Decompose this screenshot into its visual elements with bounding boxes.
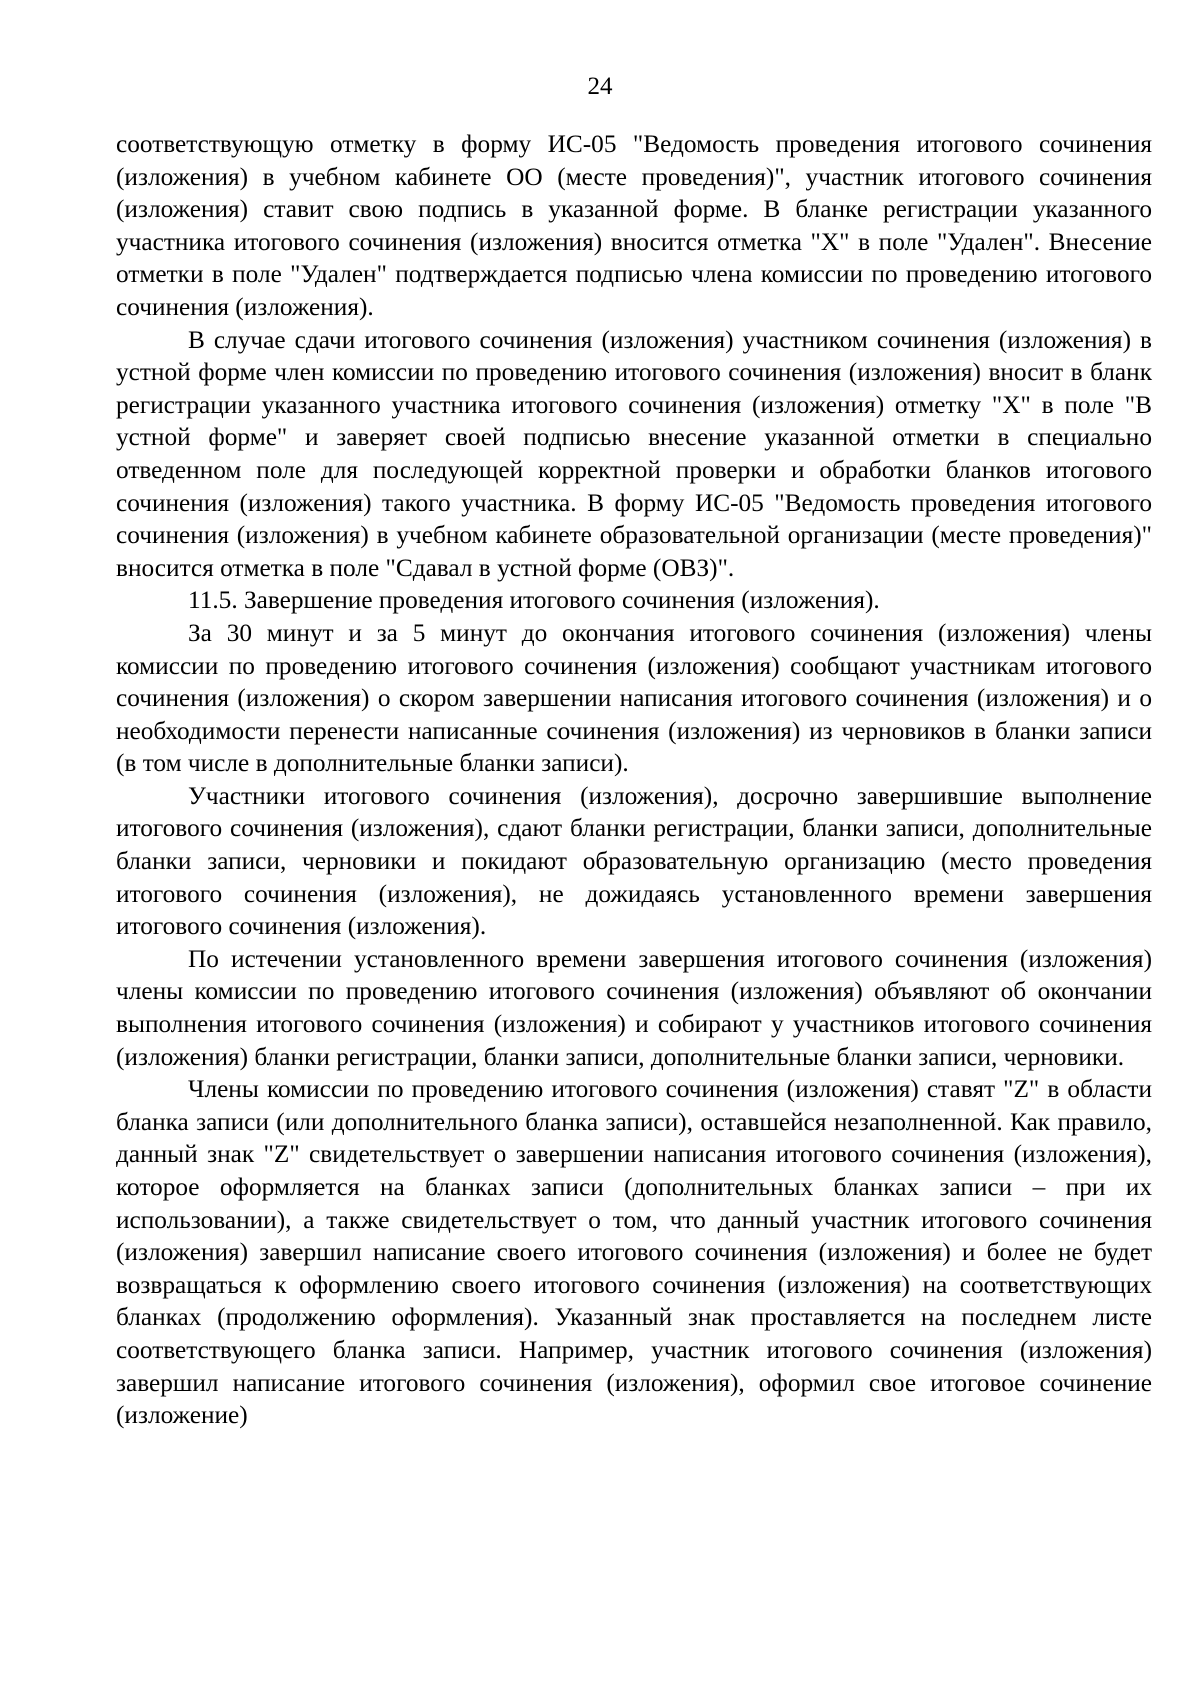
paragraph-5: Участники итогового сочинения (изложения), досрочно завершившие выполнение итогового сочинения (изложения), сдают бланки регистрации, бланки записи, дополнительные бланки записи, черновики и покидают образовательную организацию (место проведения итогового сочинения (изложения), не дожидаясь установленного времени завершения итогового сочинения (изложения). [116, 781, 1152, 941]
paragraph-4: За 30 минут и за 5 минут до окончания итогового сочинения (изложения) члены комиссии по проведению итогового сочинения (изложения) сообщают участникам итогового сочинения (изложения) о скором завершении написания итогового сочинения (изложения) и о необходимости перенести написанные сочинения (изложения) из черновиков в бланки записи (в том числе в дополнительные бланки записи). [116, 618, 1152, 778]
paragraph-7: Члены комиссии по проведению итогового сочинения (изложения) ставят "Z" в области бланка записи (или дополнительного бланка записи), оставшейся незаполненной. Как правило, данный знак "Z" свидетельствует о завершении написания итогового сочинения (изложения), которое оформляется на бланках записи (дополнительных бланках записи – при их использовании), а также свидетельствует о том, что данный участник итогового сочинения (изложения) завершил написание своего итогового сочинения (изложения) и более не будет возвращаться к оформлению своего итогового сочинения (изложения) на соответствующих бланках (продолжению оформления). Указанный знак проставляется на последнем листе соответствующего бланка записи. Например, участник итогового сочинения (изложения) завершил написание итогового сочинения (изложения), оформил свое итоговое сочинение (изложение) [116, 1075, 1152, 1430]
page-number: 24 [587, 73, 613, 100]
paragraph-1: соответствующую отметку в форму ИС-05 "Ведомость проведения итогового сочинения (изложения) в учебном кабинете ОО (месте проведения)", участник итогового сочинения (изложения) ставит свою подпись в указанной форме. В бланке регистрации указанного участника итогового сочинения (изложения) вносится отметка "X" в поле "Удален". Внесение отметки в поле "Удален" подтверждается подписью члена комиссии по проведению итогового сочинения (изложения). [116, 130, 1152, 321]
paragraph-2: В случае сдачи итогового сочинения (изложения) участником сочинения (изложения) в устной форме член комиссии по проведению итогового сочинения (изложения) вносит в бланк регистрации указанного участника итогового сочинения (изложения) отметку "X" в поле "В устной форме" и заверяет своей подписью внесение указанной отметки в специально отведенном поле для последующей корректной проверки и обработки бланков итогового сочинения (изложения) такого участника. В форму ИС-05 "Ведомость проведения итогового сочинения (изложения) в учебном кабинете образовательной организации (месте проведения)" вносится отметка в поле "Сдавал в устной форме (ОВЗ)". [116, 325, 1152, 582]
document-body [116, 128, 1152, 1432]
paragraph-6: По истечении установленного времени завершения итогового сочинения (изложения) члены комиссии по проведению итогового сочинения (изложения) объявляют об окончании выполнения итогового сочинения (изложения) и собирают у участников итогового сочинения (изложения) бланки регистрации, бланки записи, дополнительные бланки записи, черновики. [116, 944, 1152, 1071]
paragraph-3-section-heading: 11.5. Завершение проведения итогового сочинения (изложения). [188, 586, 880, 615]
